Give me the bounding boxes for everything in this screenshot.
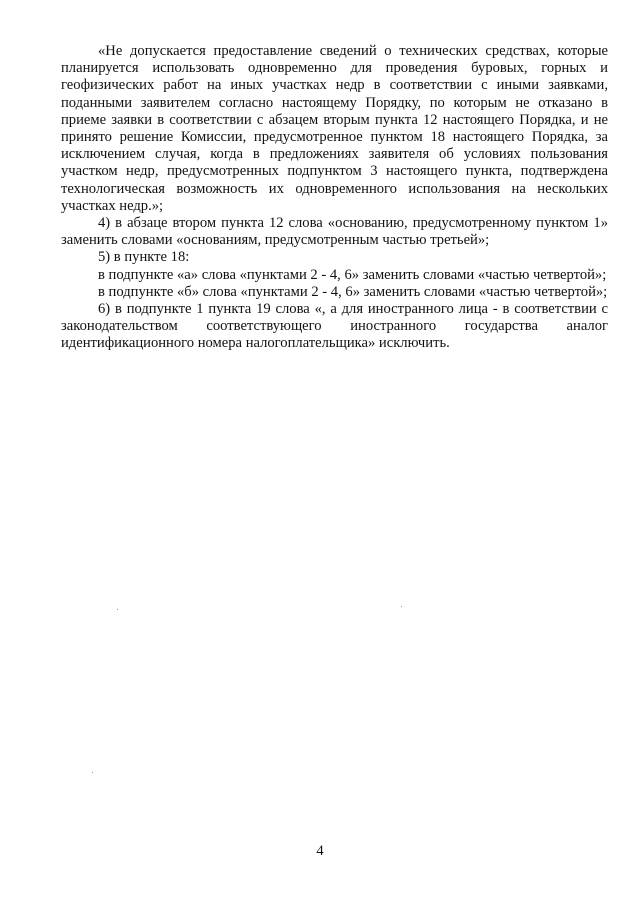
document-body <box>61 43 608 353</box>
paragraph-item-4: 4) в абзаце втором пункта 12 слова «основанию, предусмотренному пунктом 1» заменить словами «основаниям, предусмотренным частью третьей»; <box>61 215 608 249</box>
page-number: 4 <box>316 843 324 859</box>
paragraph-item-6: 6) в подпункте 1 пункта 19 слова «, а для иностранного лица - в соответствии с законодательством соответствующего иностранного государства аналог идентификационного номера налогоплательщика» исключить. <box>61 301 608 352</box>
scan-speck <box>117 609 118 610</box>
paragraph-subitem-a: в подпункте «а» слова «пунктами 2 - 4, 6» заменить словами «частью четвертой»; <box>98 266 607 283</box>
paragraph-item-5: 5) в пункте 18: <box>98 249 190 266</box>
scan-speck <box>92 772 93 773</box>
scan-speck <box>401 606 402 607</box>
paragraph-quoted-provision: «Не допускается предоставление сведений о технических средствах, которые планируется использовать одновременно для проведения буровых, горных и геофизических работ на иных участках недр в соответствии с иными заявками, поданными заявителем согласно настоящему Порядку, по которым не отказано в приеме заявки в соответствии с абзацем вторым пункта 12 настоящего Порядка, и не принято решение Комиссии, предусмотренное пунктом 18 настоящего Порядка, за исключением случая, когда в предложениях заявителя об условиях пользования участком недр, предусмотренных подпунктом 3 настоящего пункта, подтверждена технологическая возможность их одновременного использования на нескольких участках недр.»; <box>61 43 608 214</box>
paragraph-subitem-b: в подпункте «б» слова «пунктами 2 - 4, 6» заменить словами «частью четвертой»; <box>98 283 608 300</box>
